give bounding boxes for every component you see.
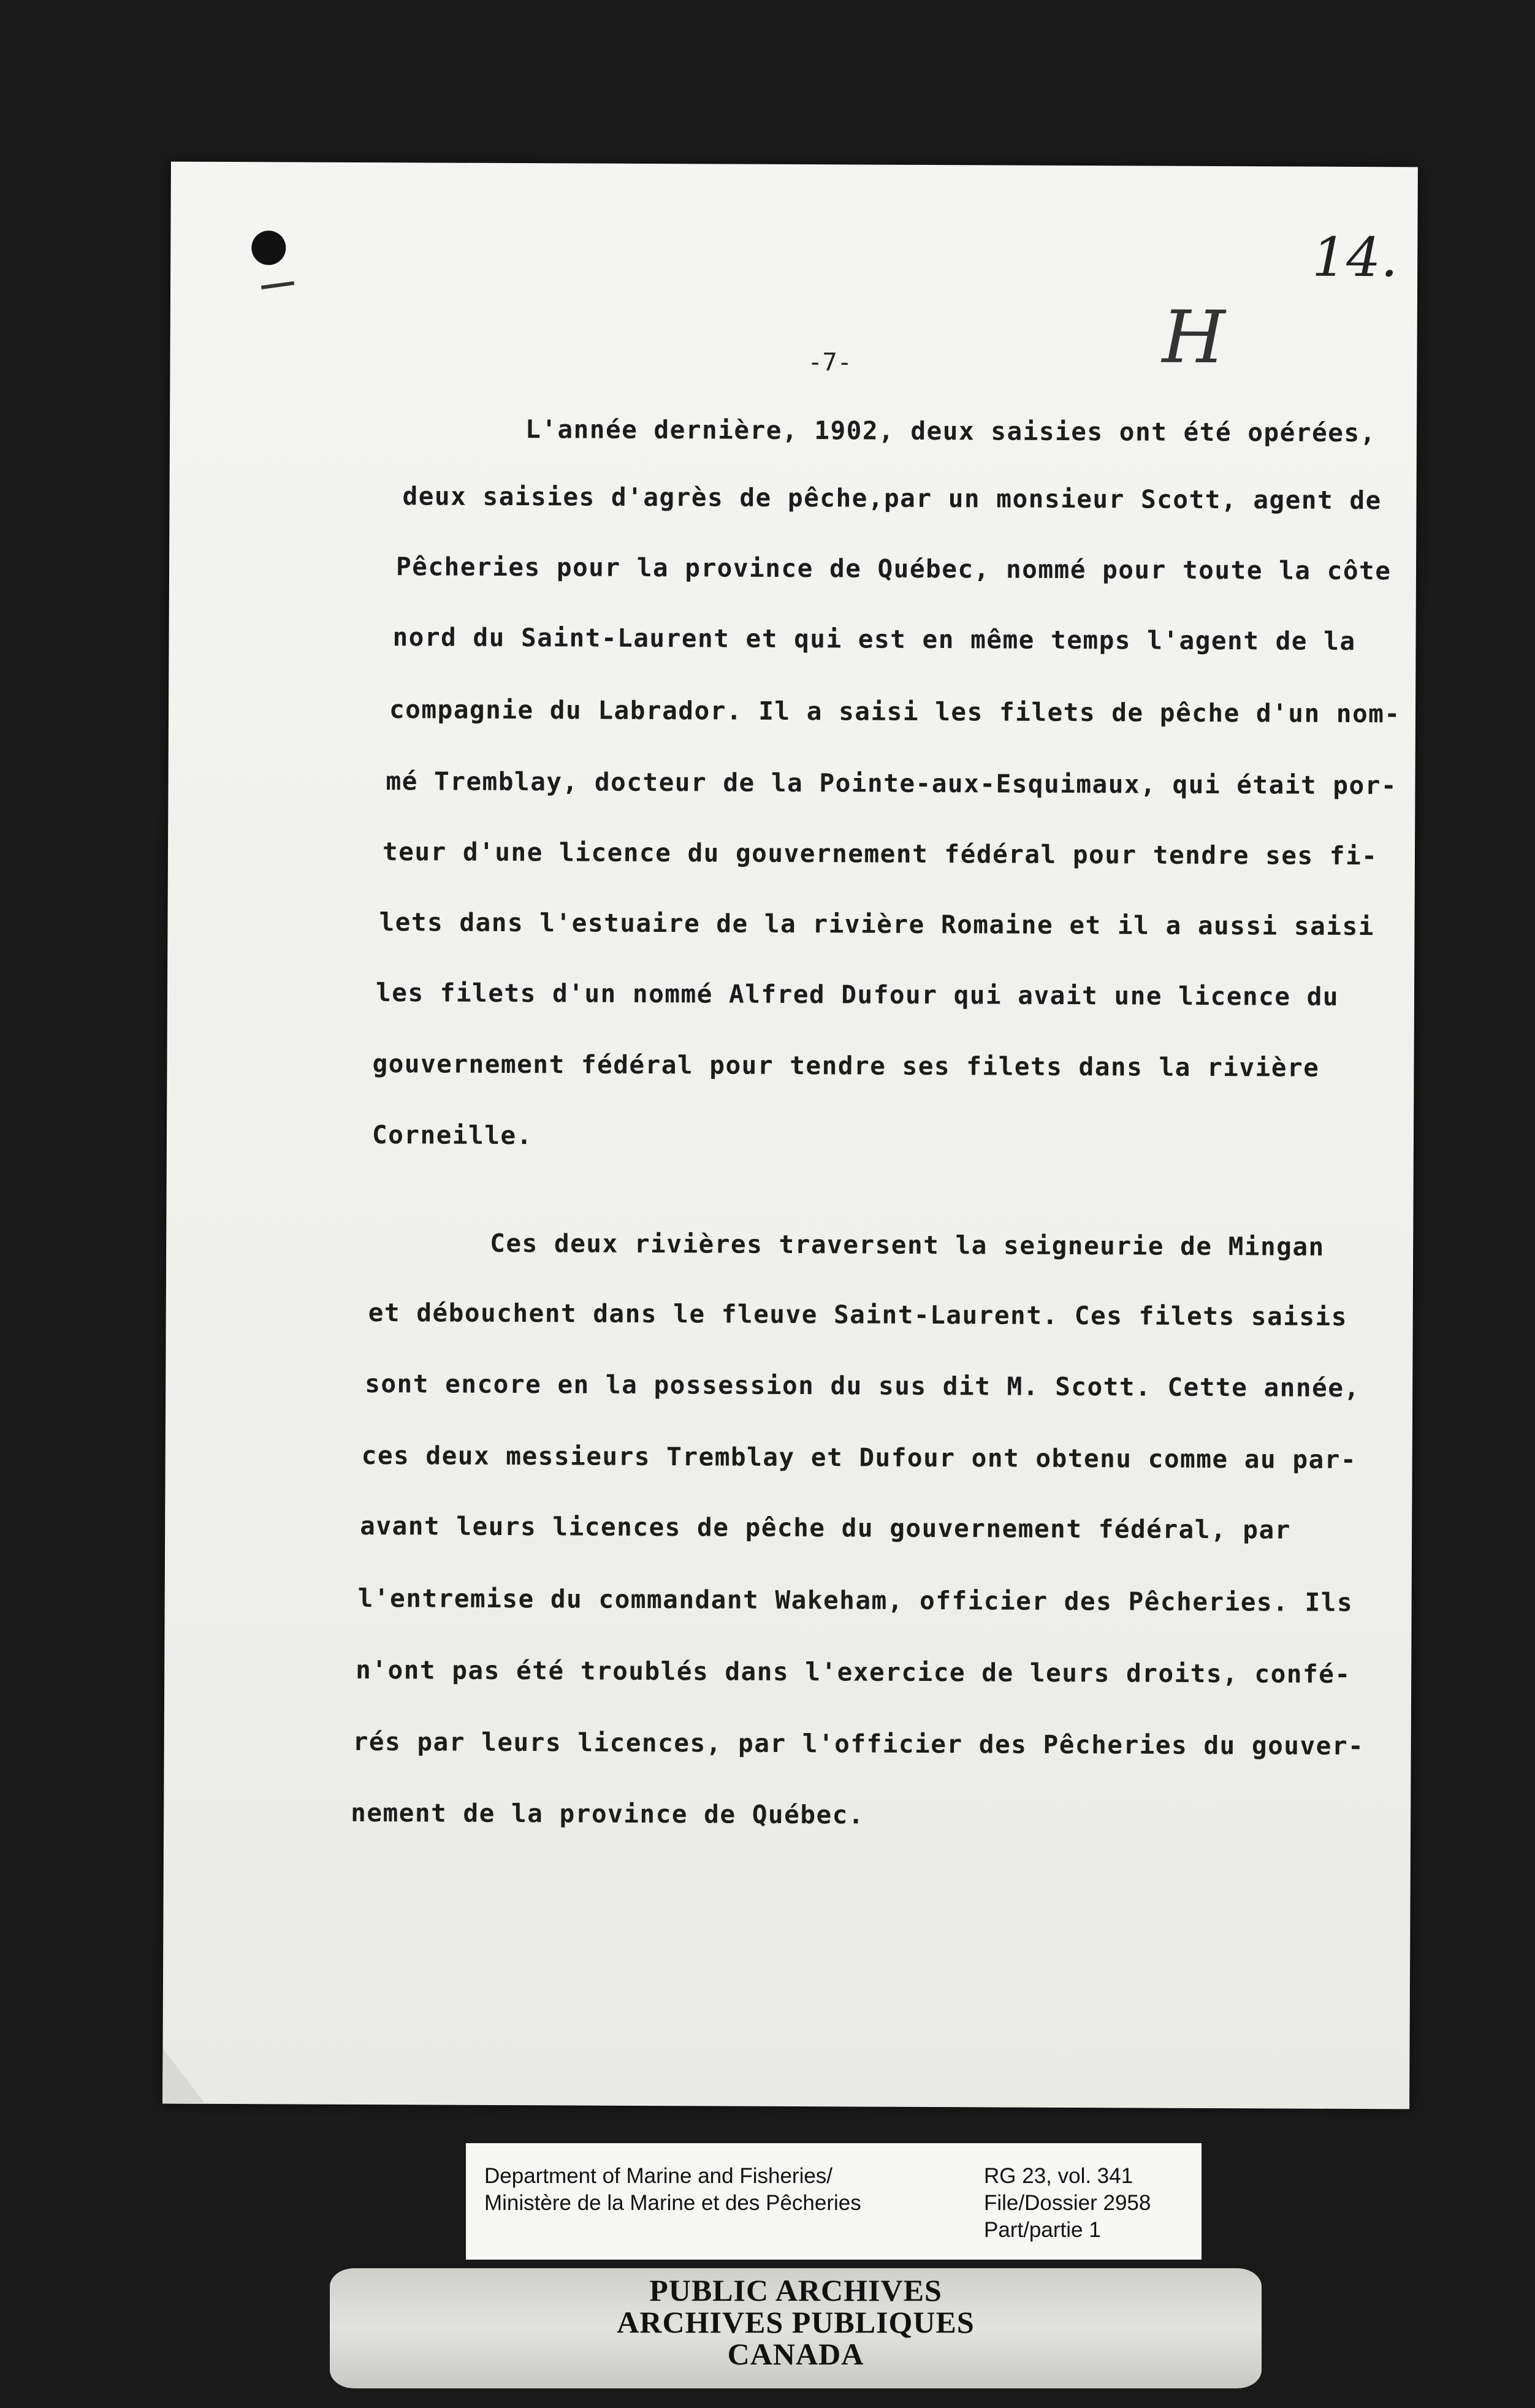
text-line: teur d'une licence du gouvernement fédéral pour tendre ses fi- [382, 837, 1378, 871]
reference-line: RG 23, vol. 341 [984, 2164, 1133, 2188]
text-line: lets dans l'estuaire de la rivière Romaine et il a aussi saisi [379, 907, 1375, 942]
page-number: -7- [807, 348, 852, 377]
punch-hole [251, 231, 286, 265]
text-line: deux saisies d'agrès de pêche,par un monsieur Scott, agent de [402, 481, 1382, 516]
reference-line: File/Dossier 2958 [984, 2191, 1151, 2215]
text-line: l'entremise du commandant Wakeham, officier des Pêcheries. Ils [357, 1583, 1354, 1618]
text-line: les filets d'un nommé Alfred Dufour qui avait une licence du [375, 978, 1339, 1012]
edge-mark [261, 281, 294, 289]
text-line: Pêcheries pour la province de Québec, nommé pour toute la côte [395, 552, 1392, 586]
reference-info [984, 2163, 1151, 2244]
stamp-line: PUBLIC ARCHIVES [649, 2273, 942, 2307]
text-line: mé Tremblay, docteur de la Pointe-aux-Esquimaux, qui était por- [386, 766, 1398, 801]
text-line: ces deux messieurs Tremblay et Dufour ont obtenu comme au par- [361, 1440, 1357, 1475]
archives-stamp [330, 2268, 1262, 2388]
text-line: compagnie du Labrador. Il a saisi les filets de pêche d'un nom- [389, 695, 1401, 729]
text-line: Corneille. [371, 1120, 533, 1151]
archive-label [466, 2143, 1202, 2260]
department-line: Ministère de la Marine et des Pêcheries [484, 2191, 861, 2215]
stamp-line: ARCHIVES PUBLIQUES [617, 2305, 975, 2339]
reference-line: Part/partie 1 [984, 2218, 1101, 2242]
folio-number: 14. [1312, 225, 1398, 289]
text-line: gouvernement fédéral pour tendre ses filets dans la rivière [372, 1049, 1320, 1083]
text-line: rés par leurs licences, par l'officier des Pêcheries du gouver- [352, 1726, 1365, 1761]
text-line: avant leurs licences de pêche du gouvernement fédéral, par [360, 1511, 1291, 1545]
text-line: nord du Saint-Laurent et qui est en même temps l'agent de la [392, 622, 1356, 657]
folio-letter: H [1162, 294, 1225, 380]
department-info [484, 2163, 861, 2217]
document-page [162, 162, 1418, 2109]
text-line: L'année dernière, 1902, deux saisies ont été opérées, [525, 414, 1376, 448]
text-line: n'ont pas été troublés dans l'exercice de leurs droits, confé- [356, 1655, 1351, 1689]
department-line: Department of Marine and Fisheries/ [484, 2164, 833, 2188]
stamp-line: CANADA [727, 2337, 864, 2371]
text-line: et débouchent dans le fleuve Saint-Laurent. Ces filets saisis [368, 1297, 1348, 1332]
text-line: sont encore en la possession du sus dit M. Scott. Cette année, [365, 1368, 1360, 1403]
folded-corner [162, 2049, 205, 2104]
text-line: nement de la province de Québec. [351, 1797, 865, 1830]
text-line: Ces deux rivières traversent la seigneurie de Mingan [490, 1228, 1325, 1262]
